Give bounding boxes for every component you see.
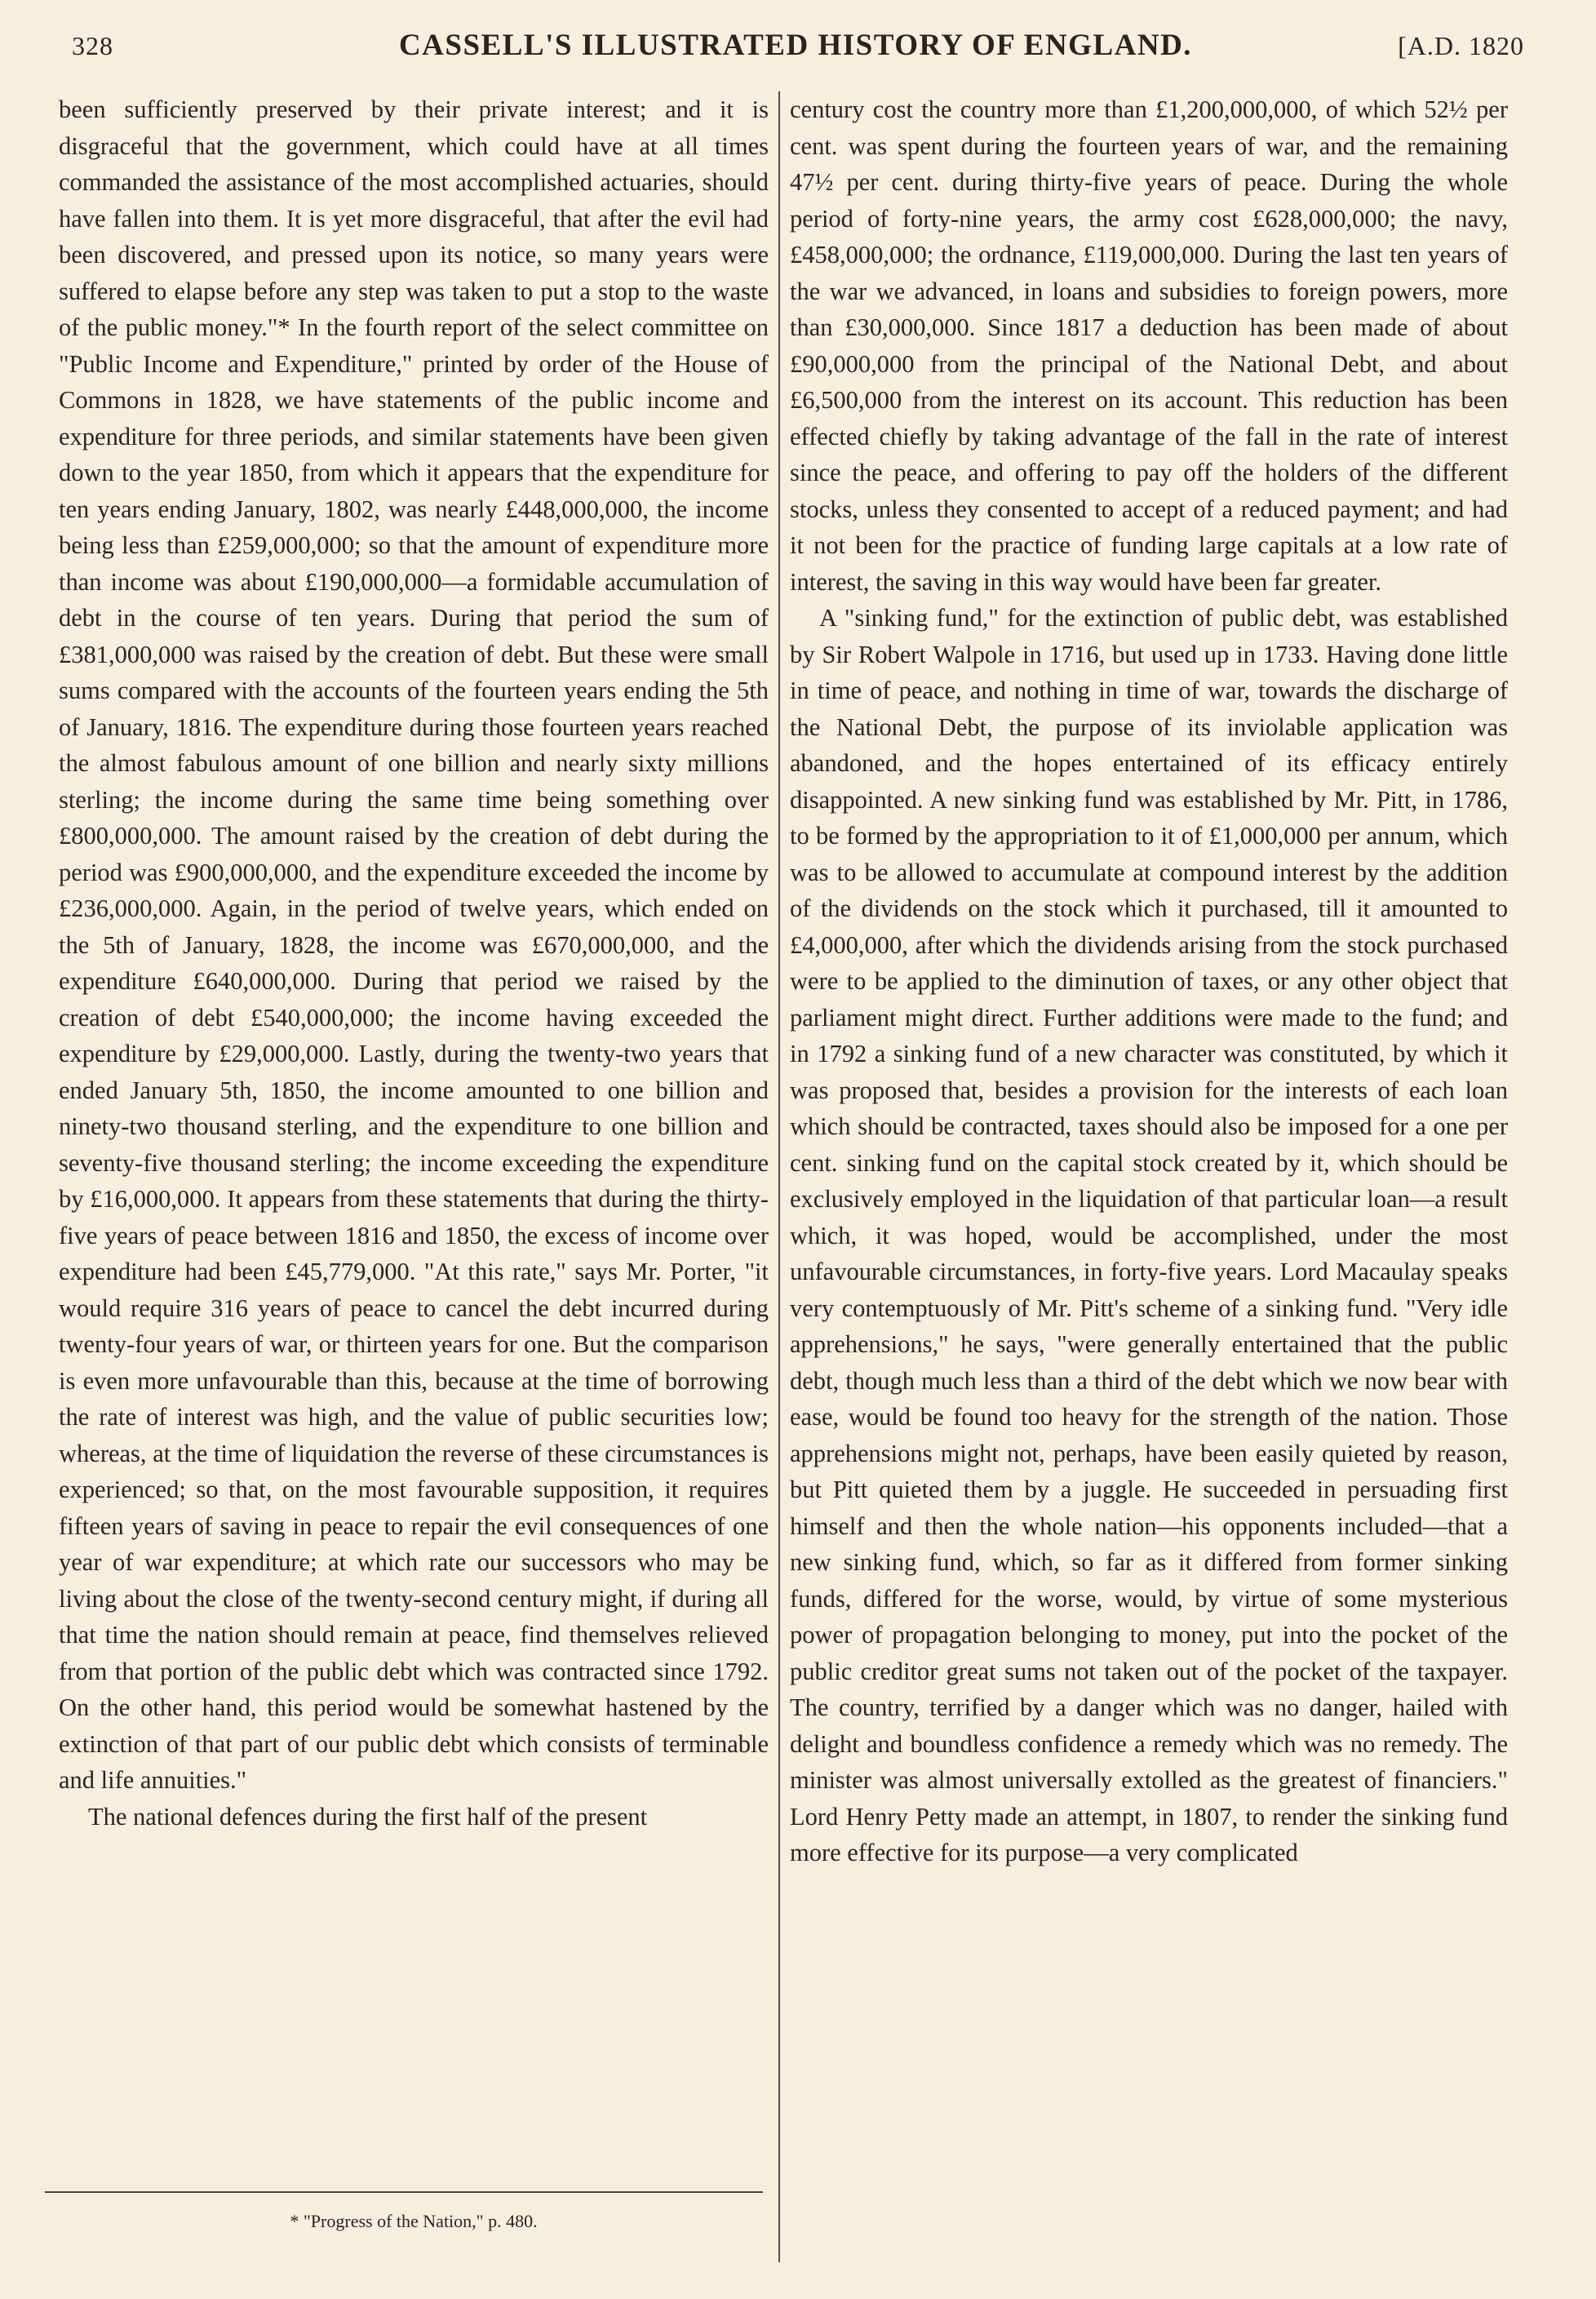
footnote-divider [45,2191,763,2193]
left-column [59,91,769,1835]
running-title: CASSELL'S ILLUSTRATED HISTORY OF ENGLAND. [398,29,1193,62]
left-paragraph-2: The national defences during the first half of the present [88,1802,648,1831]
right-column [790,91,1508,1871]
right-paragraph-2: A "sinking fund," for the extinction of public debt, was established by Sir Robert Walpole in 1716, but used up in 1733. Having done little in time of peace, and nothing in time of war, towards the discharge of the National Debt, the purpose of its inviolable application was abandoned, and the hopes entertained of its efficacy entirely disappointed. A new sinking fund was established by Mr. Pitt, in 1786, to be formed by the appropriation to it of £1,000,000 per annum, which was to be allowed to accumulate at compound interest by the addition of the dividends on the stock which it purchased, till it amounted to £4,000,000, after which the dividends arising from the stock purchased were to be applied to the diminution of taxes, or any other object that parliament might direct. Further additions were made to the fund; and in 1792 a sinking fund of a new character was constituted, by which it was proposed that, besides a provision for the interests of each loan which should be contracted, taxes should also be imposed for a one per cent. sinking fund on the capital stock created by it, which should be exclusively employed in the liquidation of that particular loan—a result which, it was hoped, would be accomplished, under the most unfavourable circumstances, in forty-five years. Lord Macaulay speaks very contemptuously of Mr. Pitt's scheme of a sinking fund. "Very idle apprehensions," he says, "were generally entertained that the public debt, though much less than a third of the debt which we now bear with ease, would be found too heavy for the strength of the nation. Those apprehensions might not, perhaps, have been easily quieted by reason, but Pitt quieted them by a juggle. He succeeded in persuading first himself and then the whole nation—his opponents included—that a new sinking fund, which, so far as it differed from former sinking funds, differed for the worse, would, by virtue of some mysterious power of propagation belonging to money, put into the pocket of the public creditor great sums not taken out of the pocket of the taxpayer. The country, terrified by a danger which was no danger, hailed with delight and boundless confidence a remedy which was no remedy. The minister was almost universally extolled as the greatest of financiers." Lord Henry Petty made an attempt, in 1807, to render the sinking fund more effective for its purpose—a very complicated [790,604,1508,1866]
year-marker: [A.D. 1820 [1398,31,1524,60]
page-number: 328 [72,31,113,60]
right-paragraph-1: century cost the country more than £1,200,000,000, of which 52½ per cent. was spent during the fourteen years of war, and the remaining 47½ per cent. during thirty-five years of peace. During the whole period of forty-nine years, the army cost £628,000,000; the navy, £458,000,000; the ordnance, £119,000,000. During the last ten years of the war we advanced, in loans and subsidies to foreign powers, more than £30,000,000. Since 1817 a deduction has been made of about £90,000,000 from the principal of the National Debt, and about £6,500,000 from the interest on its account. This reduction has been effected chiefly by taking advantage of the fall in the rate of interest since the peace, and offering to pay off the holders of the different stocks, unless they consented to accept of a reduced payment; and had it not been for the practice of funding large capitals at a low rate of interest, the saving in this way would have been far greater. [790,95,1508,596]
left-paragraph-1: been sufficiently preserved by their private interest; and it is disgraceful that the government, which could have at all times commanded the assistance of the most accomplished actuaries, should have fallen into them. It is yet more disgraceful, that after the evil had been discovered, and pressed upon its notice, so many years were suffered to elapse before any step was taken to put a stop to the waste of the public money."* In the fourth report of the select committee on "Public Income and Expenditure," printed by order of the House of Commons in 1828, we have statements of the public income and expenditure for three periods, and similar statements have been given down to the year 1850, from which it appears that the expenditure for ten years ending January, 1802, was nearly £448,000,000, the income being less than £259,000,000; so that the amount of expenditure more than income was about £190,000,000—a formidable accumulation of debt in the course of ten years. During that period the sum of £381,000,000 was raised by the creation of debt. But these were small sums compared with the accounts of the fourteen years ending the 5th of January, 1816. The expenditure during those fourteen years reached the almost fabulous amount of one billion and nearly sixty millions sterling; the income during the same time being something over £800,000,000. The amount raised by the creation of debt during the period was £900,000,000, and the expenditure exceeded the income by £236,000,000. Again, in the period of twelve years, which ended on the 5th of January, 1828, the income was £670,000,000, and the expenditure £640,000,000. During that period we raised by the creation of debt £540,000,000; the income having exceeded the expenditure by £29,000,000. Lastly, during the twenty-two years that ended January 5th, 1850, the income amounted to one billion and ninety-two thousand sterling, and the expenditure to one billion and seventy-five thousand sterling; the income exceeding the expenditure by £16,000,000. It appears from these statements that during the thirty-five years of peace between 1816 and 1850, the excess of income over expenditure had been £45,779,000. "At this rate," says Mr. Porter, "it would require 316 years of peace to cancel the debt incurred during twenty-four years of war, or thirteen years for one. But the comparison is even more unfavourable than this, because at the time of borrowing the rate of interest was high, and the value of public securities low; whereas, at the time of liquidation the reverse of these circumstances is experienced; so that, on the most favourable supposition, it requires fifteen years of saving in peace to repair the evil consequences of one year of war expenditure; at which rate our successors who may be living about the close of the twenty-second century might, if during all that time the nation should remain at peace, find themselves relieved from that portion of the public debt which was contracted since 1792. On the other hand, this period would be somewhat hastened by the extinction of that part of our public debt which consists of terminable and life annuities." [59,95,769,1794]
footnote: * "Progress of the Nation," p. 480. [290,2211,538,2231]
running-header [65,23,1526,65]
column-divider [778,91,780,2262]
